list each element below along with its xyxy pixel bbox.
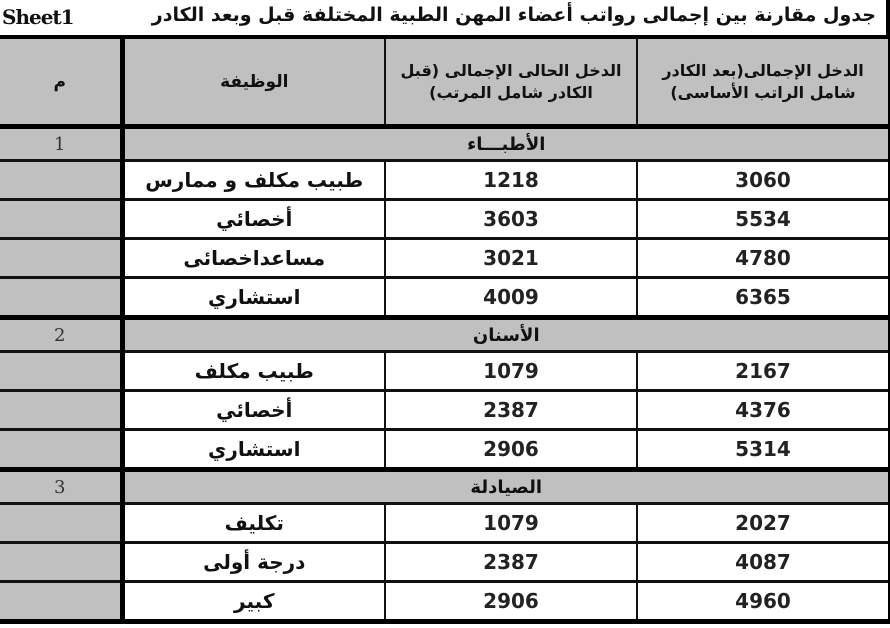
section-row-pharmacists: [0, 470, 890, 504]
row-index-cell: [0, 582, 122, 622]
row-index-cell: [0, 161, 122, 200]
row-index-cell: [0, 200, 122, 239]
income-before-cell: 2387: [385, 543, 637, 582]
section-index: 1: [0, 127, 122, 161]
table-row: [0, 543, 890, 582]
section-row-doctors: [0, 127, 890, 161]
income-before-cell: 2906: [385, 582, 637, 622]
income-before-cell: 2906: [385, 430, 637, 470]
income-before-cell: 2387: [385, 391, 637, 430]
table-row: [0, 391, 890, 430]
income-after-cell: 4376: [637, 391, 890, 430]
section-title: الصيادلة: [122, 470, 890, 504]
title-bar: [0, 0, 890, 35]
sheet-tab[interactable]: Sheet1: [2, 5, 74, 29]
header-index: م: [0, 39, 122, 127]
income-after-cell: 5314: [637, 430, 890, 470]
income-after-cell: 4087: [637, 543, 890, 582]
income-before-cell: 3603: [385, 200, 637, 239]
job-cell: استشاري: [122, 278, 385, 318]
table-row: [0, 200, 890, 239]
row-index-cell: [0, 543, 122, 582]
header-row: [0, 39, 890, 127]
section-title: الأطبـــاء: [122, 127, 890, 161]
income-before-cell: 1218: [385, 161, 637, 200]
row-index-cell: [0, 504, 122, 543]
income-after-cell: 4960: [637, 582, 890, 622]
job-cell: مساعداخصائى: [122, 239, 385, 278]
table-row: [0, 430, 890, 470]
table-row: [0, 504, 890, 543]
income-after-cell: 2027: [637, 504, 890, 543]
salary-comparison-table: [0, 39, 890, 624]
header-income-after: الدخل الإجمالى(بعد الكادر شامل الراتب الأساسى): [637, 39, 890, 127]
section-index: 3: [0, 470, 122, 504]
table-row: [0, 352, 890, 391]
table-row: [0, 278, 890, 318]
table-row: [0, 161, 890, 200]
job-cell: طبيب مكلف: [122, 352, 385, 391]
job-cell: طبيب مكلف و ممارس: [122, 161, 385, 200]
job-cell: كبير: [122, 582, 385, 622]
row-index-cell: [0, 391, 122, 430]
job-cell: استشاري: [122, 430, 385, 470]
income-before-cell: 4009: [385, 278, 637, 318]
row-index-cell: [0, 278, 122, 318]
row-index-cell: [0, 239, 122, 278]
header-job: الوظيفة: [122, 39, 385, 127]
income-before-cell: 1079: [385, 504, 637, 543]
section-title: الأسنان: [122, 318, 890, 352]
job-cell: درجة أولى: [122, 543, 385, 582]
job-cell: أخصائي: [122, 391, 385, 430]
income-after-cell: 3060: [637, 161, 890, 200]
job-cell: أخصائي: [122, 200, 385, 239]
header-income-before: الدخل الحالى الإجمالى (قبل الكادر شامل المرتب): [385, 39, 637, 127]
income-before-cell: 3021: [385, 239, 637, 278]
row-index-cell: [0, 430, 122, 470]
income-after-cell: 4780: [637, 239, 890, 278]
income-before-cell: 1079: [385, 352, 637, 391]
page-title: جدول مقارنة بين إجمالى رواتب أعضاء المهن الطبية المختلفة قبل وبعد الكادر: [151, 4, 876, 26]
income-after-cell: 6365: [637, 278, 890, 318]
job-cell: تكليف: [122, 504, 385, 543]
table-row: [0, 239, 890, 278]
income-after-cell: 2167: [637, 352, 890, 391]
row-index-cell: [0, 352, 122, 391]
section-row-dentists: [0, 318, 890, 352]
section-index: 2: [0, 318, 122, 352]
table-row: [0, 582, 890, 622]
income-after-cell: 5534: [637, 200, 890, 239]
